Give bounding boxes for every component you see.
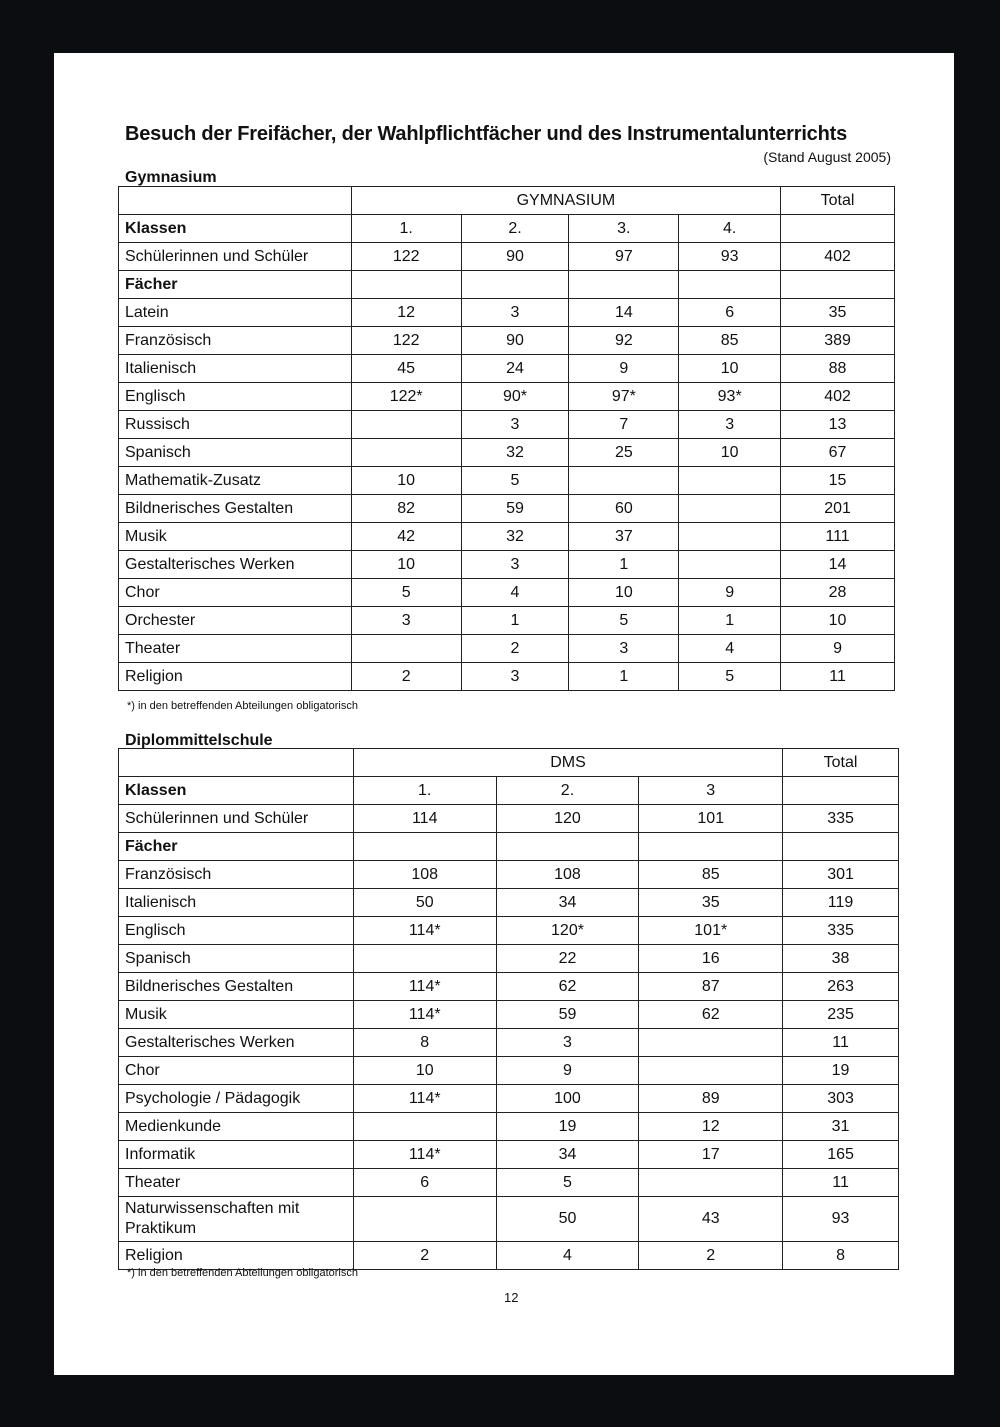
value-cell: 10 bbox=[569, 579, 679, 607]
value-cell bbox=[353, 1197, 496, 1242]
value-cell: 60 bbox=[569, 495, 679, 523]
value-cell bbox=[679, 551, 781, 579]
document-page bbox=[54, 53, 954, 1375]
value-cell: 50 bbox=[353, 889, 496, 917]
value-cell: 1 bbox=[569, 663, 679, 691]
value-cell: 37 bbox=[569, 523, 679, 551]
value-cell: 43 bbox=[639, 1197, 783, 1242]
table-row bbox=[119, 551, 895, 579]
table-row bbox=[119, 1242, 899, 1270]
table-row bbox=[119, 635, 895, 663]
footnote-gymnasium: *) in den betreffenden Abteilungen obligatorisch bbox=[127, 700, 358, 712]
value-cell: 3 bbox=[679, 411, 781, 439]
subject-label: Gestalterisches Werken bbox=[119, 551, 352, 579]
value-cell: 50 bbox=[496, 1197, 639, 1242]
value-cell: 101* bbox=[639, 917, 783, 945]
students-row: Schülerinnen und Schüler 114 120 101 335 bbox=[119, 805, 899, 833]
subject-label: Französisch bbox=[119, 861, 354, 889]
total-cell: 19 bbox=[783, 1057, 899, 1085]
value-cell: 24 bbox=[461, 355, 569, 383]
total-cell: 301 bbox=[783, 861, 899, 889]
value-cell bbox=[679, 523, 781, 551]
value-cell: 6 bbox=[679, 299, 781, 327]
table-row bbox=[119, 383, 895, 411]
value-cell: 62 bbox=[639, 1001, 783, 1029]
total-cell: 389 bbox=[781, 327, 895, 355]
total-cell: 11 bbox=[781, 663, 895, 691]
value-cell: 97* bbox=[569, 383, 679, 411]
total-cell: 119 bbox=[783, 889, 899, 917]
value-cell: 9 bbox=[569, 355, 679, 383]
value-cell: 32 bbox=[461, 439, 569, 467]
value-cell: 122* bbox=[351, 383, 461, 411]
total-cell: 111 bbox=[781, 523, 895, 551]
value-cell: 93* bbox=[679, 383, 781, 411]
value-cell: 114* bbox=[353, 1001, 496, 1029]
table-row bbox=[119, 917, 899, 945]
value-cell: 5 bbox=[461, 467, 569, 495]
subject-label: Religion bbox=[119, 1242, 354, 1270]
value-cell bbox=[639, 1169, 783, 1197]
total-header: Total bbox=[783, 749, 899, 777]
total-cell: 11 bbox=[783, 1169, 899, 1197]
group-header: GYMNASIUM bbox=[351, 187, 780, 215]
subject-label: Psychologie / Pädagogik bbox=[119, 1085, 354, 1113]
table-row bbox=[119, 1169, 899, 1197]
table-row bbox=[119, 1141, 899, 1169]
total-cell: 11 bbox=[783, 1029, 899, 1057]
table-row bbox=[119, 945, 899, 973]
faecher-row bbox=[119, 271, 895, 299]
document-subtitle: (Stand August 2005) bbox=[763, 149, 891, 165]
total-cell: 8 bbox=[783, 1242, 899, 1270]
faecher-label: Fächer bbox=[119, 271, 352, 299]
subject-label: Mathematik-Zusatz bbox=[119, 467, 352, 495]
total-cell: 31 bbox=[783, 1113, 899, 1141]
value-cell bbox=[353, 1113, 496, 1141]
subject-label: Italienisch bbox=[119, 889, 354, 917]
total-cell: 10 bbox=[781, 607, 895, 635]
value-cell: 3 bbox=[461, 663, 569, 691]
subject-label: Bildnerisches Gestalten bbox=[119, 495, 352, 523]
value-cell: 1 bbox=[569, 551, 679, 579]
value-cell: 90* bbox=[461, 383, 569, 411]
value-cell bbox=[639, 1029, 783, 1057]
value-cell: 9 bbox=[496, 1057, 639, 1085]
faecher-row bbox=[119, 833, 899, 861]
value-cell: 25 bbox=[569, 439, 679, 467]
value-cell: 34 bbox=[496, 1141, 639, 1169]
value-cell: 42 bbox=[351, 523, 461, 551]
total-cell: 93 bbox=[783, 1197, 899, 1242]
value-cell bbox=[639, 1057, 783, 1085]
klassen-label: Klassen bbox=[119, 215, 352, 243]
value-cell: 5 bbox=[679, 663, 781, 691]
subject-label: Bildnerisches Gestalten bbox=[119, 973, 354, 1001]
table-row bbox=[119, 861, 899, 889]
value-cell: 35 bbox=[639, 889, 783, 917]
table-row bbox=[119, 1029, 899, 1057]
value-cell: 4 bbox=[496, 1242, 639, 1270]
table-row bbox=[119, 1113, 899, 1141]
value-cell: 22 bbox=[496, 945, 639, 973]
table-row bbox=[119, 411, 895, 439]
value-cell: 90 bbox=[461, 327, 569, 355]
table-row bbox=[119, 579, 895, 607]
table-row bbox=[119, 607, 895, 635]
table-row bbox=[119, 663, 895, 691]
klassen-row: Klassen 1. 2. 3. 4. bbox=[119, 215, 895, 243]
table-row bbox=[119, 1001, 899, 1029]
value-cell: 100 bbox=[496, 1085, 639, 1113]
value-cell: 17 bbox=[639, 1141, 783, 1169]
total-cell: 165 bbox=[783, 1141, 899, 1169]
total-cell: 35 bbox=[781, 299, 895, 327]
table-row bbox=[119, 1057, 899, 1085]
value-cell: 1 bbox=[679, 607, 781, 635]
value-cell: 7 bbox=[569, 411, 679, 439]
subject-label: Latein bbox=[119, 299, 352, 327]
value-cell: 87 bbox=[639, 973, 783, 1001]
subject-label: Englisch bbox=[119, 917, 354, 945]
value-cell bbox=[351, 635, 461, 663]
subject-label: Informatik bbox=[119, 1141, 354, 1169]
value-cell: 10 bbox=[351, 551, 461, 579]
table-row bbox=[119, 973, 899, 1001]
value-cell bbox=[679, 467, 781, 495]
page-number: 12 bbox=[504, 1290, 519, 1305]
total-header: Total bbox=[781, 187, 895, 215]
table-row bbox=[119, 1085, 899, 1113]
value-cell: 45 bbox=[351, 355, 461, 383]
footnote-dms: *) in den betreffenden Abteilungen obligatorisch bbox=[127, 1267, 358, 1279]
value-cell: 89 bbox=[639, 1085, 783, 1113]
subject-label: Gestalterisches Werken bbox=[119, 1029, 354, 1057]
value-cell: 32 bbox=[461, 523, 569, 551]
subject-label: Spanisch bbox=[119, 945, 354, 973]
total-cell: 303 bbox=[783, 1085, 899, 1113]
value-cell: 10 bbox=[679, 439, 781, 467]
table-row bbox=[119, 439, 895, 467]
table-row bbox=[119, 889, 899, 917]
total-cell: 9 bbox=[781, 635, 895, 663]
value-cell: 82 bbox=[351, 495, 461, 523]
value-cell bbox=[353, 945, 496, 973]
total-cell: 402 bbox=[781, 383, 895, 411]
table-row bbox=[119, 1197, 899, 1242]
klassen-label: Klassen bbox=[119, 777, 354, 805]
value-cell: 114* bbox=[353, 1141, 496, 1169]
subject-label: Chor bbox=[119, 1057, 354, 1085]
value-cell: 114* bbox=[353, 917, 496, 945]
value-cell: 3 bbox=[569, 635, 679, 663]
subject-label: Chor bbox=[119, 579, 352, 607]
students-row: Schülerinnen und Schüler 122 90 97 93 402 bbox=[119, 243, 895, 271]
students-label: Schülerinnen und Schüler bbox=[119, 805, 354, 833]
value-cell: 4 bbox=[461, 579, 569, 607]
value-cell: 10 bbox=[353, 1057, 496, 1085]
group-header: DMS bbox=[353, 749, 782, 777]
value-cell: 62 bbox=[496, 973, 639, 1001]
value-cell bbox=[351, 411, 461, 439]
value-cell: 1 bbox=[461, 607, 569, 635]
subject-label: Italienisch bbox=[119, 355, 352, 383]
total-cell: 38 bbox=[783, 945, 899, 973]
value-cell: 59 bbox=[461, 495, 569, 523]
value-cell: 3 bbox=[461, 411, 569, 439]
value-cell: 5 bbox=[569, 607, 679, 635]
subject-label: Englisch bbox=[119, 383, 352, 411]
subject-label: Naturwissenschaften mit Praktikum bbox=[119, 1197, 354, 1242]
value-cell bbox=[569, 467, 679, 495]
value-cell: 5 bbox=[496, 1169, 639, 1197]
table-row bbox=[119, 467, 895, 495]
total-cell: 13 bbox=[781, 411, 895, 439]
value-cell: 92 bbox=[569, 327, 679, 355]
value-cell: 122 bbox=[351, 327, 461, 355]
table-row bbox=[119, 495, 895, 523]
value-cell: 114* bbox=[353, 973, 496, 1001]
table-row bbox=[119, 355, 895, 383]
value-cell bbox=[351, 439, 461, 467]
subject-label: Musik bbox=[119, 1001, 354, 1029]
value-cell: 9 bbox=[679, 579, 781, 607]
total-cell: 335 bbox=[783, 917, 899, 945]
value-cell: 16 bbox=[639, 945, 783, 973]
value-cell: 2 bbox=[353, 1242, 496, 1270]
subject-label: Theater bbox=[119, 1169, 354, 1197]
gymnasium-table bbox=[118, 186, 895, 691]
value-cell: 12 bbox=[639, 1113, 783, 1141]
subject-label: Orchester bbox=[119, 607, 352, 635]
total-cell: 14 bbox=[781, 551, 895, 579]
faecher-label: Fächer bbox=[119, 833, 354, 861]
value-cell: 85 bbox=[679, 327, 781, 355]
value-cell: 5 bbox=[351, 579, 461, 607]
dms-table bbox=[118, 748, 899, 1270]
subject-label: Russisch bbox=[119, 411, 352, 439]
value-cell: 59 bbox=[496, 1001, 639, 1029]
value-cell: 34 bbox=[496, 889, 639, 917]
table-row bbox=[119, 299, 895, 327]
value-cell: 114* bbox=[353, 1085, 496, 1113]
value-cell: 10 bbox=[679, 355, 781, 383]
document-title: Besuch der Freifächer, der Wahlpflichtfächer und des Instrumentalunterrichts bbox=[125, 123, 847, 145]
table-header-row bbox=[119, 749, 899, 777]
total-cell: 201 bbox=[781, 495, 895, 523]
subject-label: Medienkunde bbox=[119, 1113, 354, 1141]
total-cell: 235 bbox=[783, 1001, 899, 1029]
value-cell: 3 bbox=[496, 1029, 639, 1057]
total-cell: 88 bbox=[781, 355, 895, 383]
total-cell: 15 bbox=[781, 467, 895, 495]
value-cell: 2 bbox=[461, 635, 569, 663]
total-cell: 67 bbox=[781, 439, 895, 467]
total-cell: 263 bbox=[783, 973, 899, 1001]
value-cell: 108 bbox=[496, 861, 639, 889]
value-cell: 108 bbox=[353, 861, 496, 889]
subject-label: Musik bbox=[119, 523, 352, 551]
value-cell: 14 bbox=[569, 299, 679, 327]
section-title-dms: Diplommittelschule bbox=[125, 732, 273, 749]
value-cell: 3 bbox=[461, 551, 569, 579]
table-row bbox=[119, 523, 895, 551]
value-cell: 3 bbox=[461, 299, 569, 327]
subject-label: Religion bbox=[119, 663, 352, 691]
total-cell: 28 bbox=[781, 579, 895, 607]
value-cell: 19 bbox=[496, 1113, 639, 1141]
value-cell: 2 bbox=[639, 1242, 783, 1270]
subject-label: Spanisch bbox=[119, 439, 352, 467]
value-cell: 10 bbox=[351, 467, 461, 495]
value-cell: 4 bbox=[679, 635, 781, 663]
value-cell: 3 bbox=[351, 607, 461, 635]
value-cell bbox=[679, 495, 781, 523]
section-title-gymnasium: Gymnasium bbox=[125, 169, 217, 186]
table-header-row bbox=[119, 187, 895, 215]
table-row bbox=[119, 327, 895, 355]
klassen-row: Klassen 1. 2. 3 bbox=[119, 777, 899, 805]
subject-label: Französisch bbox=[119, 327, 352, 355]
students-label: Schülerinnen und Schüler bbox=[119, 243, 352, 271]
value-cell: 6 bbox=[353, 1169, 496, 1197]
value-cell: 120* bbox=[496, 917, 639, 945]
value-cell: 2 bbox=[351, 663, 461, 691]
subject-label: Theater bbox=[119, 635, 352, 663]
value-cell: 12 bbox=[351, 299, 461, 327]
value-cell: 85 bbox=[639, 861, 783, 889]
value-cell: 8 bbox=[353, 1029, 496, 1057]
